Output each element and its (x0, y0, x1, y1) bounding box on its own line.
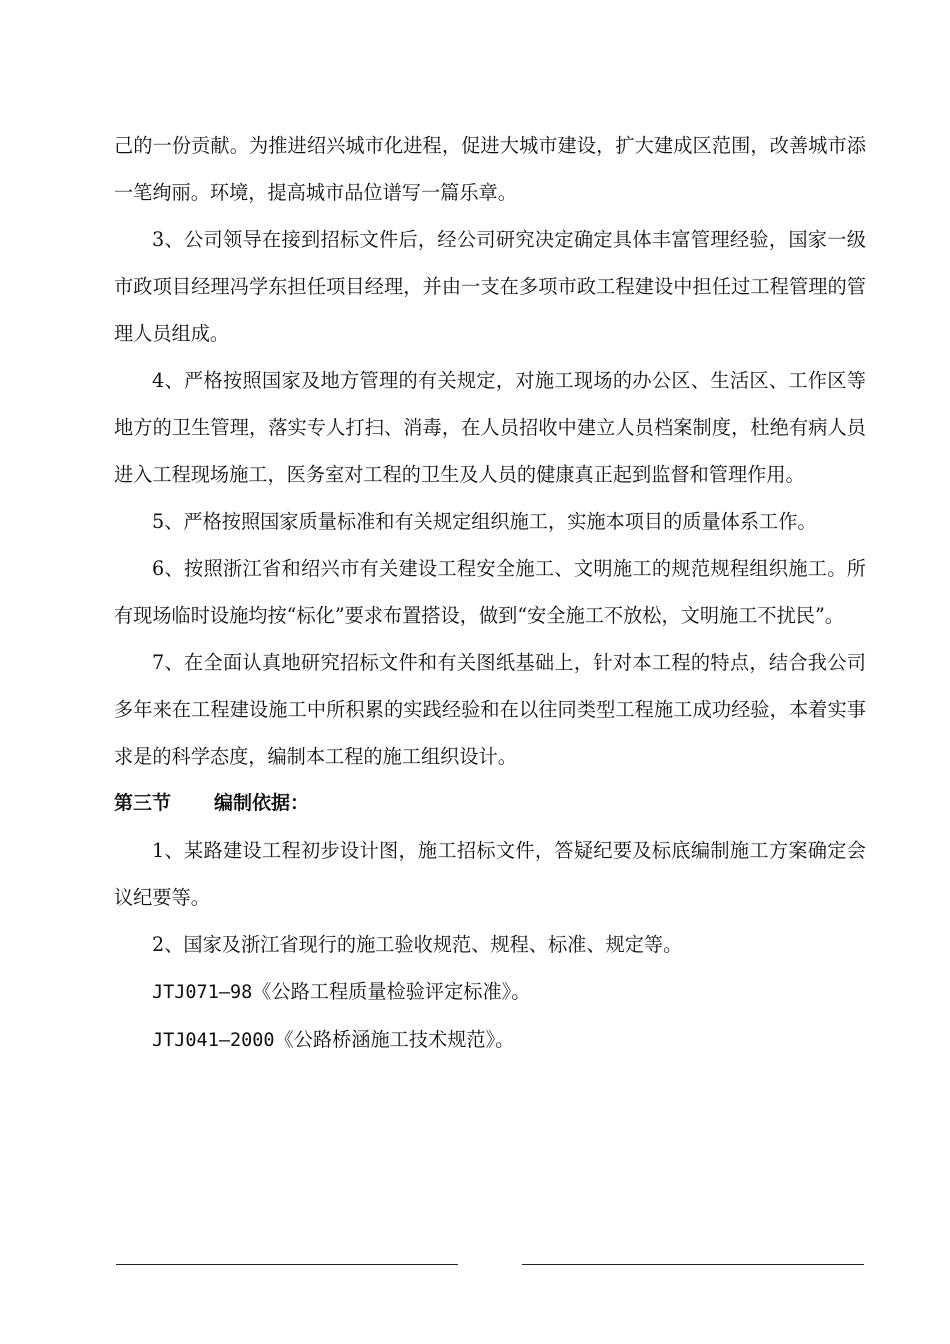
basis-item-1: 1、某路建设工程初步设计图，施工招标文件，答疑纪要及标底编制施工方案确定会议纪要等。 (114, 839, 866, 909)
standard-item (114, 968, 866, 1016)
paragraph-item-3: 3、公司领导在接到招标文件后，经公司研究决定确定具体丰富管理经验，国家一级市政项目经理冯学东担任项目经理，并由一支在多项市政工程建设中担任过工程管理的管理人员组成。 (114, 228, 866, 345)
section-heading (114, 780, 866, 827)
paragraph-continuation: 己的一份贡献。为推进绍兴城市化进程，促进大城市建设，扩大建成区范围，改善城市添一笔绚丽。环境，提高城市品位谱写一篇乐章。 (114, 134, 866, 204)
footer-divider-right (522, 1264, 864, 1265)
paragraph-item-4: 4、严格按照国家及地方管理的有关规定，对施工现场的办公区、生活区、工作区等地方的卫生管理，落实专人打扫、消毒，在人员招收中建立人员档案制度，杜绝有病人员进入工程现场施工，医务室对工程的卫生及人员的健康真正起到监督和管理作用。 (114, 369, 866, 486)
paragraph-item-6: 6、按照浙江省和绍兴市有关建设工程安全施工、文明施工的规范规程组织施工。所有现场临时设施均按“标化”要求布置搭设，做到“安全施工不放松，文明施工不扰民”。 (114, 557, 866, 627)
standard-code: JTJ041—2000 (152, 1030, 275, 1051)
standard-code: JTJ071—98 (152, 982, 253, 1003)
footer-divider-left (116, 1264, 458, 1265)
standard-item (114, 1016, 866, 1064)
standard-name: 《公路桥涵施工技术规范》。 (274, 1028, 515, 1051)
standard-name: 《公路工程质量检验评定标准》。 (252, 980, 531, 1003)
basis-item-2: 2、国家及浙江省现行的施工验收规范、规程、标准、规定等。 (152, 933, 683, 956)
paragraph-item-5: 5、严格按照国家质量标准和有关规定组织施工，实施本项目的质量体系工作。 (152, 510, 817, 533)
section-number: 第三节 (114, 792, 172, 814)
paragraph-item-7: 7、在全面认真地研究招标文件和有关图纸基础上，针对本工程的特点，结合我公司多年来在工程建设施工中所积累的实践经验和在以往同类型工程施工成功经验，本着实事求是的科学态度，编制本工程的施工组织设计。 (114, 651, 866, 768)
document-body (114, 122, 866, 1064)
section-title: 编制依据： (214, 792, 310, 814)
